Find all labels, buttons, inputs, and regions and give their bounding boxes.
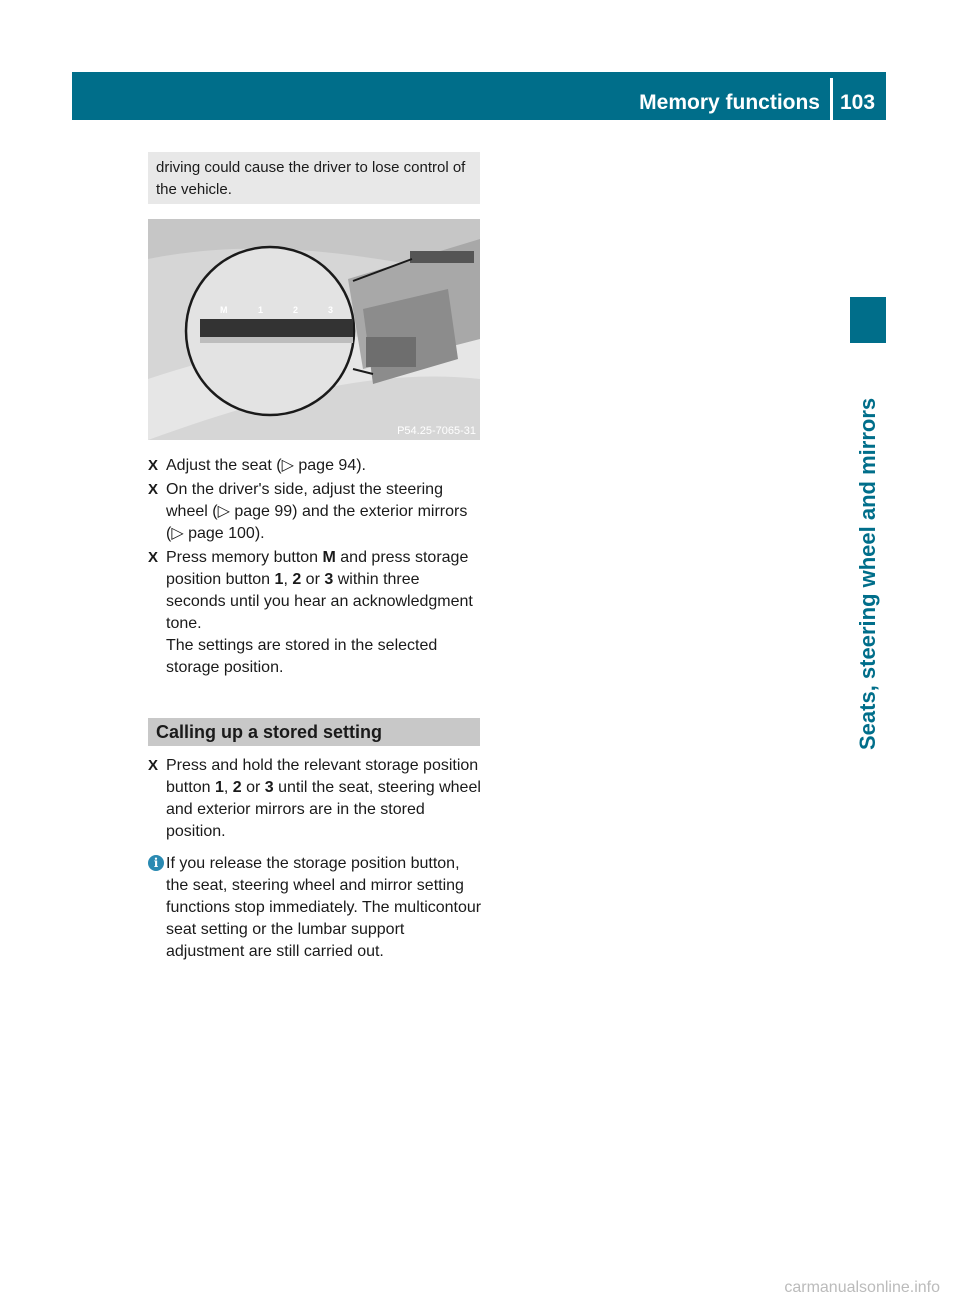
figure-button-label: M: [220, 305, 228, 315]
button-ref: 1: [214, 779, 224, 796]
step-marker: X: [148, 549, 159, 566]
steps-list: [148, 455, 482, 679]
step-text: ,: [223, 779, 233, 796]
step-result: The settings are stored in the selected storage position.: [166, 637, 438, 676]
figure-button-label: 3: [328, 305, 334, 315]
step-item: [148, 479, 482, 545]
figure-button-label: 2: [293, 305, 299, 315]
footer-watermark: carmanualsonline.info: [784, 1279, 940, 1296]
step-item: [148, 547, 482, 679]
door-panel-illustration: [148, 219, 480, 440]
note-text: If you release the storage position button, the seat, steering wheel and mirror setting functions stop immediately. The multicontour seat setting or the lumbar support adjustment are still carried out.: [166, 855, 482, 960]
chapter-label-text: Seats, steering wheel and mirrors: [855, 397, 880, 750]
step-text: On the driver's side, adjust the steering wheel (▷ page 99) and the exterior mirrors (▷ page 100).: [166, 481, 468, 542]
step-text: page 94).: [293, 457, 366, 474]
step-text: Press memory button: [166, 549, 323, 566]
step-marker: X: [148, 481, 159, 498]
step-text: ,: [283, 571, 293, 588]
info-note: [148, 853, 482, 963]
info-icon: i: [148, 855, 164, 871]
step-marker: X: [148, 457, 159, 474]
step-item: [148, 455, 482, 477]
door-panel-figure: [148, 219, 480, 440]
header-divider: [830, 78, 833, 120]
button-ref: 2: [292, 571, 302, 588]
chapter-tab: [850, 297, 886, 343]
page-number: 103: [840, 91, 876, 114]
step-marker: X: [148, 757, 159, 774]
step-text: Press and hold the relevant storage position button: [166, 757, 479, 796]
step-text: and press storage position button: [166, 549, 469, 588]
step-text: or: [241, 779, 265, 796]
warning-box: driving could cause the driver to lose control of the vehicle.: [148, 152, 480, 204]
step-text: within three seconds until you hear an acknowledgment tone.: [166, 571, 473, 632]
step-text: or: [301, 571, 325, 588]
page-title: Memory functions: [639, 91, 820, 114]
button-ref: 1: [274, 571, 284, 588]
button-ref: 3: [324, 571, 334, 588]
figure-code: P54.25-7065-31: [397, 425, 476, 437]
button-ref: M: [322, 549, 336, 566]
page-ref-arrow: ▷: [281, 457, 294, 474]
button-ref: 3: [264, 779, 274, 796]
button-ref: 2: [232, 779, 242, 796]
step-item: [148, 755, 482, 843]
figure-button-label: 1: [258, 305, 264, 315]
section-body: [148, 755, 482, 963]
section-heading: Calling up a stored setting: [148, 718, 480, 746]
step-text: until the seat, steering wheel and exterior mirrors are in the stored position.: [166, 779, 481, 840]
step-text: Adjust the seat (: [166, 457, 282, 474]
